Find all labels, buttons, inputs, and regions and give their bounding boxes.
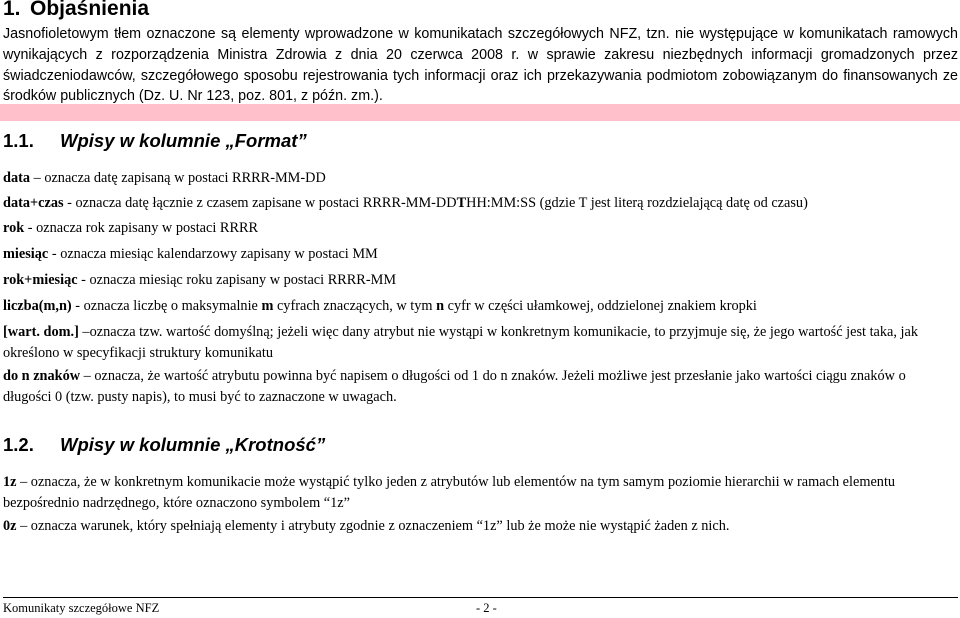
definition-data-czas: data+czas - oznacza datę łącznie z czasem zapisane w postaci RRRR-MM-DDTHH:MM:SS (gdzie T jest literą rozdzielającą datę od czasu) — [3, 195, 808, 211]
definition-do-n-znakow: do n znaków – oznacza, że wartość atrybutu powinna być napisem o długości od 1 do n znaków. Jeżeli możliwe jest przesłanie jako wartości ciągu znaków o długości 0 (tzw. pusty napis), to musi być to zaznaczone w uwagach. — [3, 368, 906, 405]
definition-desc: oznacza miesiąc kalendarzowy zapisany w postaci MM — [60, 246, 378, 262]
footer-divider — [3, 597, 958, 598]
definition-desc: oznacza tzw. wartość domyślną; jeżeli więc dany atrybut nie wystąpi w konkretnym komunikacie, to przyjmuje się, że jego wartość jest taka, jak określono w specyfikacji struktury komunikatu — [3, 324, 918, 361]
page-number: - 2 - — [476, 601, 497, 615]
definition-term: [wart. dom.] — [3, 324, 79, 340]
definition-desc: oznacza warunek, który spełniają elementy i atrybuty zgodnie z oznaczeniem “1z” lub że może nie wystąpić żaden z nich. — [30, 518, 730, 534]
definition-term: rok+miesiąc — [3, 272, 78, 288]
definition-term: 1z — [3, 474, 17, 490]
definition-data: data – oznacza datę zapisaną w postaci RRRR-MM-DD — [3, 170, 326, 186]
definition-0z: 0z – oznacza warunek, który spełniają elementy i atrybuty zgodnie z oznaczeniem “1z” lub że może nie wystąpić żaden z nich. — [3, 518, 730, 534]
definition-term: liczba(m,n) — [3, 298, 72, 314]
definition-desc: oznacza datę zapisaną w postaci RRRR-MM-DD — [44, 170, 326, 186]
section-title: Objaśnienia — [30, 0, 150, 20]
definition-rok: rok - oznacza rok zapisany w postaci RRRR — [3, 220, 259, 236]
definition-1z: 1z – oznacza, że w konkretnym komunikacie może wystąpić tylko jeden z atrybutów lub elementów na tym samym poziomie hierarchii w ramach elementu bezpośrednio nadrzędnego, które oznaczono symbolem “1z” — [3, 474, 896, 511]
footer-title: Komunikaty szczegółowe NFZ — [3, 601, 160, 615]
definition-term: miesiąc — [3, 246, 49, 262]
definition-term: data+czas — [3, 195, 64, 211]
definition-desc: oznacza rok zapisany w postaci RRRR — [36, 220, 259, 236]
section-number: 1. — [3, 0, 21, 20]
definition-wartosc-domyslna: [wart. dom.] –oznacza tzw. wartość domyślną; jeżeli więc dany atrybut nie wystąpi w konkretnym komunikacie, to przyjmuje się, że jego wartość jest taka, jak określono w specyfikacji struktury komunikatu — [3, 324, 918, 361]
definition-term: data — [3, 170, 31, 186]
subsection-number: 1.2. — [3, 434, 34, 455]
definition-desc: oznacza, że w konkretnym komunikacie może wystąpić tylko jeden z atrybutów lub elementów na tym samym poziomie hierarchii w ramach elementu bezpośrednio nadrzędnego, które oznaczono symbolem “1z” — [3, 474, 896, 511]
subsection-number: 1.1. — [3, 130, 34, 151]
subsection-title: Wpisy w kolumnie „Format” — [60, 130, 307, 151]
definition-term: rok — [3, 220, 25, 236]
definition-miesiac: miesiąc - oznacza miesiąc kalendarzowy zapisany w postaci MM — [3, 246, 378, 262]
subsection-heading-format — [3, 130, 307, 152]
subsection-title: Wpisy w kolumnie „Krotność” — [60, 434, 326, 455]
highlight-sample-bar — [0, 104, 960, 121]
definition-rok-miesiac: rok+miesiąc - oznacza miesiąc roku zapisany w postaci RRRR-MM — [3, 272, 397, 288]
intro-paragraph: Jasnofioletowym tłem oznaczone są elementy wprowadzone w komunikatach szczegółowych NFZ, tzn. nie występujące w komunikatach ramowych wynikających z rozporządzenia Ministra Zdrowia z dnia 20 czerwca 2008 r. w sprawie zakresu niezbędnych informacji gromadzonych przez świadczeniodawców, szczegółowego sposobu rejestrowania tych informacji oraz ich przekazywania podmiotom zobowiązanym do finansowanych ze środków publicznych (Dz. U. Nr 123, poz. 801, z późn. zm.). — [3, 26, 958, 105]
subsection-heading-krotnosc — [3, 434, 325, 456]
definition-term: 0z — [3, 518, 17, 534]
definition-desc: oznacza miesiąc roku zapisany w postaci RRRR-MM — [89, 272, 397, 288]
definition-term: do n znaków — [3, 368, 81, 384]
definition-liczba: liczba(m,n) - oznacza liczbę o maksymalnie m cyfrach znaczących, w tym n cyfr w części ułamkowej, oddzielonej znakiem kropki — [3, 298, 757, 314]
definition-desc: oznacza, że wartość atrybutu powinna być napisem o długości od 1 do n znaków. Jeżeli możliwe jest przesłanie jako wartości ciągu znaków o długości 0 (tzw. pusty napis), to musi być to zaznaczone w uwagach. — [3, 368, 906, 405]
section-heading — [3, 0, 149, 21]
